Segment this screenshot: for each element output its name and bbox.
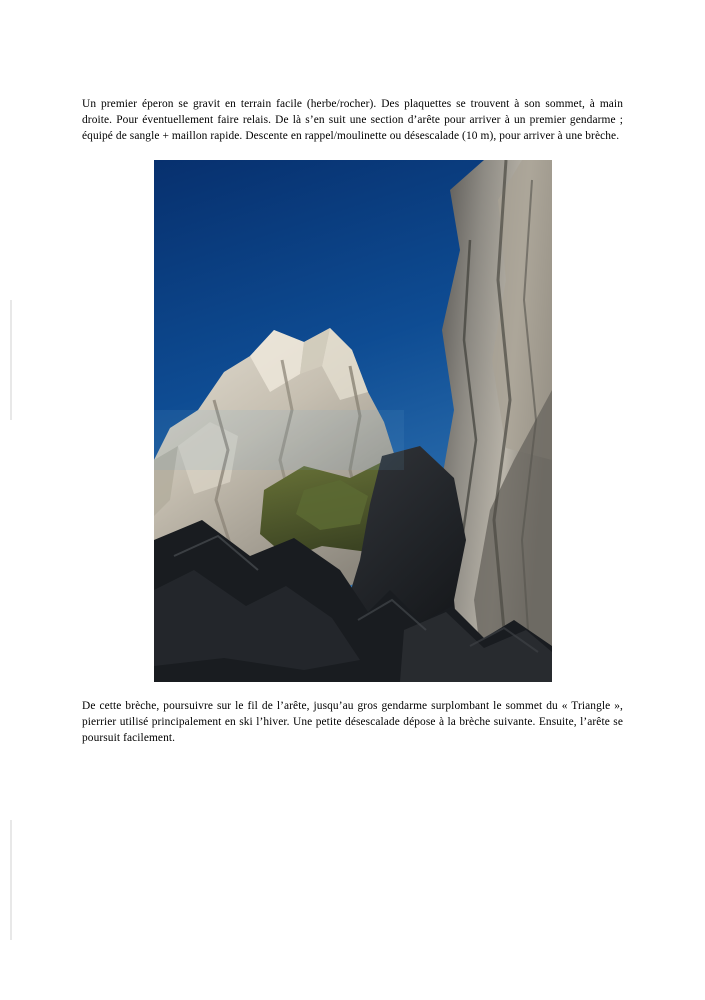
document-content [82, 96, 623, 746]
page-edge-mark-left-top [10, 300, 12, 420]
figure-block [82, 160, 623, 682]
paragraph-bottom: De cette brèche, poursuivre sur le fil de l’arête, jusqu’au gros gendarme surplombant le sommet du « Triangle », pierrier utilisé principalement en ski l’hiver. Une petite désescalade dépose à la brèche suivante. Ensuite, l’arête se poursuit facilement. [82, 699, 623, 745]
page-edge-mark-left-bottom [10, 820, 12, 940]
paragraph-top: Un premier éperon se gravit en terrain facile (herbe/rocher). Des plaquettes se trouvent à son sommet, à main droite. Pour éventuellement faire relais. De là s’en suit une section d’arête pour arriver à un premier gendarme ; équipé de sangle + maillon rapide. Descente en rappel/moulinette ou désescalade (10 m), pour arriver à une brèche. [82, 98, 623, 143]
route-photo [154, 160, 552, 682]
